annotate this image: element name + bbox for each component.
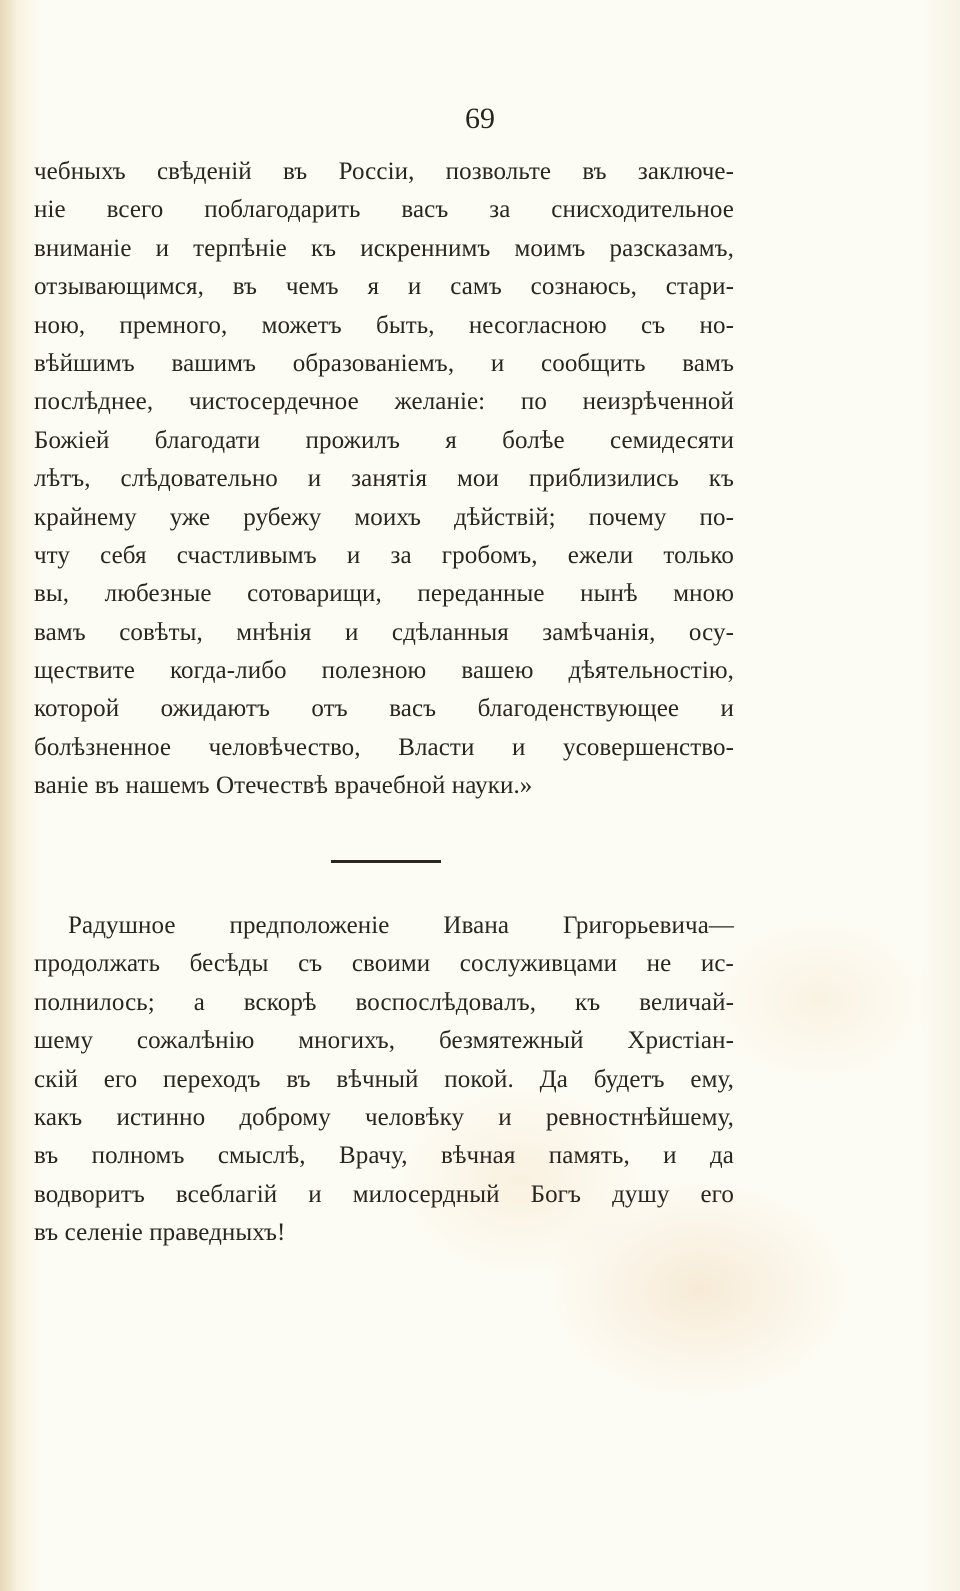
text-line: вѣйшимъ вашимъ образованіемъ, и сообщить вамъ <box>34 349 734 377</box>
text-line: продолжать бесѣды съ своими сослуживцами не ис- <box>34 950 734 978</box>
text-line: чебныхъ свѣденій въ Россіи, позвольте въ заключе- <box>34 158 734 185</box>
paragraph-2 <box>34 907 734 1253</box>
text-line: въ селеніе праведныхъ! <box>34 1219 286 1247</box>
section-divider <box>331 860 441 863</box>
text-line: вамъ совѣты, мнѣнія и сдѣланныя замѣчанія, осу- <box>34 618 734 646</box>
text-line: Радушное предположеніе Ивана Григорьевича— <box>68 912 734 939</box>
text-line: ніе всего поблагодарить васъ за снисходительное <box>34 196 734 224</box>
text-line: полнилось; а вскорѣ воспослѣдовалъ, къ величай- <box>34 988 734 1016</box>
text-line: вы, любезные сотоварищи, переданные нынѣ мною <box>34 580 734 608</box>
text-line: водворитъ всеблагій и милосердный Богъ душу его <box>34 1180 734 1208</box>
text-line: отзывающимся, въ чемъ я и самъ сознаюсь, стари- <box>34 273 734 301</box>
text-line: чту себя счастливымъ и за гробомъ, ежели только <box>34 541 734 569</box>
text-line: крайнему уже рубежу моихъ дѣйствій; почему по- <box>34 503 734 531</box>
page-number: 69 <box>465 102 495 135</box>
text-line: послѣднее, чистосердечное желаніе: по неизрѣченной <box>34 388 734 416</box>
text-line: Божіей благодати прожилъ я болѣе семидесяти <box>34 426 734 454</box>
text-line: ществите когда-либо полезною вашею дѣятельностію, <box>34 657 734 685</box>
text-line: шему сожалѣнію многихъ, безмятежный Христіан- <box>34 1027 734 1055</box>
text-line: вниманіе и терпѣніе къ искреннимъ моимъ разсказамъ, <box>34 234 734 262</box>
text-line: ною, премного, можетъ быть, несогласною съ но- <box>34 311 734 339</box>
paragraph-1 <box>34 153 734 806</box>
text-line: лѣтъ, слѣдовательно и занятія мои приблизились къ <box>34 465 734 493</box>
text-line: болѣзненное человѣчество, Власти и усовершенство- <box>34 733 734 761</box>
text-line: какъ истинно доброму человѣку и ревностнѣйшему, <box>34 1103 734 1131</box>
text-line: которой ожидаютъ отъ васъ благоденствующее и <box>34 695 734 723</box>
text-line: въ полномъ смыслѣ, Врачу, вѣчная память, и да <box>34 1142 734 1170</box>
text-line: скій его переходъ въ вѣчный покой. Да будетъ ему, <box>34 1065 734 1093</box>
text-line: ваніе въ нашемъ Отечествѣ врачебной науки.» <box>34 772 533 800</box>
